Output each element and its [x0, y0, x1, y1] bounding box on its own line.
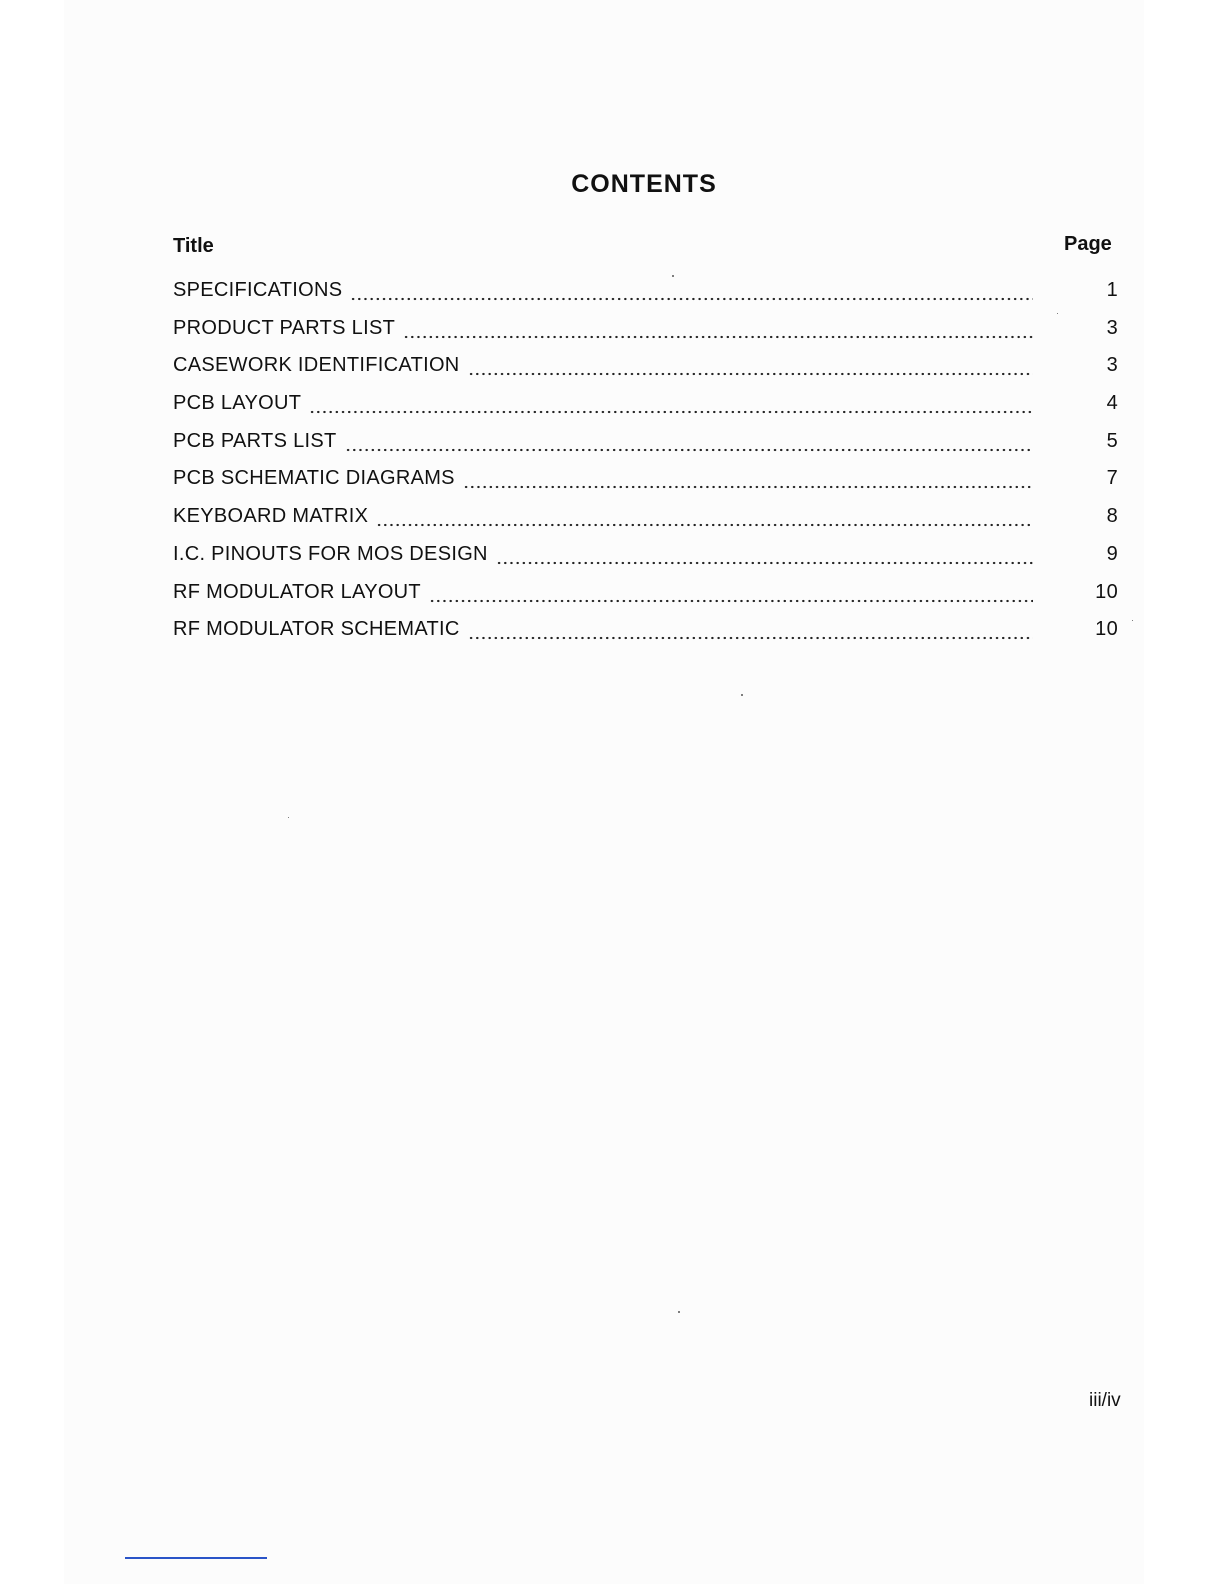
- toc-entry-page: 3: [1106, 354, 1118, 377]
- toc-entry-page: 8: [1106, 505, 1118, 528]
- table-of-contents: [173, 279, 1118, 656]
- dot-leader: [468, 618, 1033, 640]
- toc-entry-label: KEYBOARD MATRIX: [173, 505, 369, 528]
- toc-entry-label: CASEWORK IDENTIFICATION: [173, 354, 460, 377]
- toc-entry-ic-pinouts[interactable]: [173, 543, 1118, 581]
- toc-entry-page: 9: [1106, 542, 1118, 565]
- toc-entry-page: 10: [1095, 618, 1118, 641]
- toc-entry-pcb-layout[interactable]: [173, 392, 1118, 430]
- toc-entry-label: I.C. PINOUTS FOR MOS DESIGN: [173, 542, 488, 565]
- toc-entry-rf-modulator-schematic[interactable]: [173, 618, 1118, 656]
- toc-entry-specifications[interactable]: [173, 279, 1118, 317]
- toc-entry-product-parts-list[interactable]: [173, 317, 1118, 355]
- dot-leader: [350, 279, 1033, 301]
- scan-speck: [741, 694, 743, 696]
- page-folio: iii/iv: [1089, 1390, 1121, 1411]
- toc-entry-page: 10: [1095, 580, 1118, 603]
- toc-entry-rf-modulator-layout[interactable]: [173, 581, 1118, 619]
- dot-leader: [309, 392, 1033, 414]
- page-column-header: Page: [1064, 233, 1112, 255]
- dot-leader: [376, 505, 1033, 527]
- title-column-header: Title: [173, 235, 214, 257]
- toc-entry-label: PCB SCHEMATIC DIAGRAMS: [173, 467, 455, 490]
- scan-speck: [678, 1311, 680, 1313]
- toc-entry-label: RF MODULATOR SCHEMATIC: [173, 618, 460, 641]
- scan-speck: [672, 275, 674, 277]
- scan-speck: [1057, 313, 1058, 314]
- toc-entry-page: 5: [1106, 429, 1118, 452]
- toc-entry-pcb-parts-list[interactable]: [173, 430, 1118, 468]
- dot-leader: [403, 317, 1033, 339]
- dot-leader: [496, 543, 1033, 565]
- contents-heading: CONTENTS: [571, 170, 717, 198]
- dot-leader: [345, 430, 1033, 452]
- dot-leader: [429, 581, 1033, 603]
- toc-entry-keyboard-matrix[interactable]: [173, 505, 1118, 543]
- toc-entry-pcb-schematic-diagrams[interactable]: [173, 467, 1118, 505]
- toc-entry-label: RF MODULATOR LAYOUT: [173, 580, 421, 603]
- dot-leader: [463, 467, 1033, 489]
- dot-leader: [468, 354, 1033, 376]
- scan-speck: [1132, 620, 1133, 621]
- page-background: [64, 0, 1144, 1584]
- toc-entry-label: PRODUCT PARTS LIST: [173, 316, 396, 339]
- bottom-rule: [125, 1557, 267, 1559]
- toc-entry-casework-identification[interactable]: [173, 354, 1118, 392]
- toc-entry-label: SPECIFICATIONS: [173, 279, 343, 301]
- toc-entry-page: 4: [1106, 392, 1118, 415]
- toc-entry-label: PCB PARTS LIST: [173, 429, 337, 452]
- toc-entry-page: 1: [1106, 279, 1118, 301]
- scan-speck: [288, 817, 289, 818]
- toc-entry-page: 3: [1106, 316, 1118, 339]
- toc-entry-label: PCB LAYOUT: [173, 392, 302, 415]
- toc-entry-page: 7: [1106, 467, 1118, 490]
